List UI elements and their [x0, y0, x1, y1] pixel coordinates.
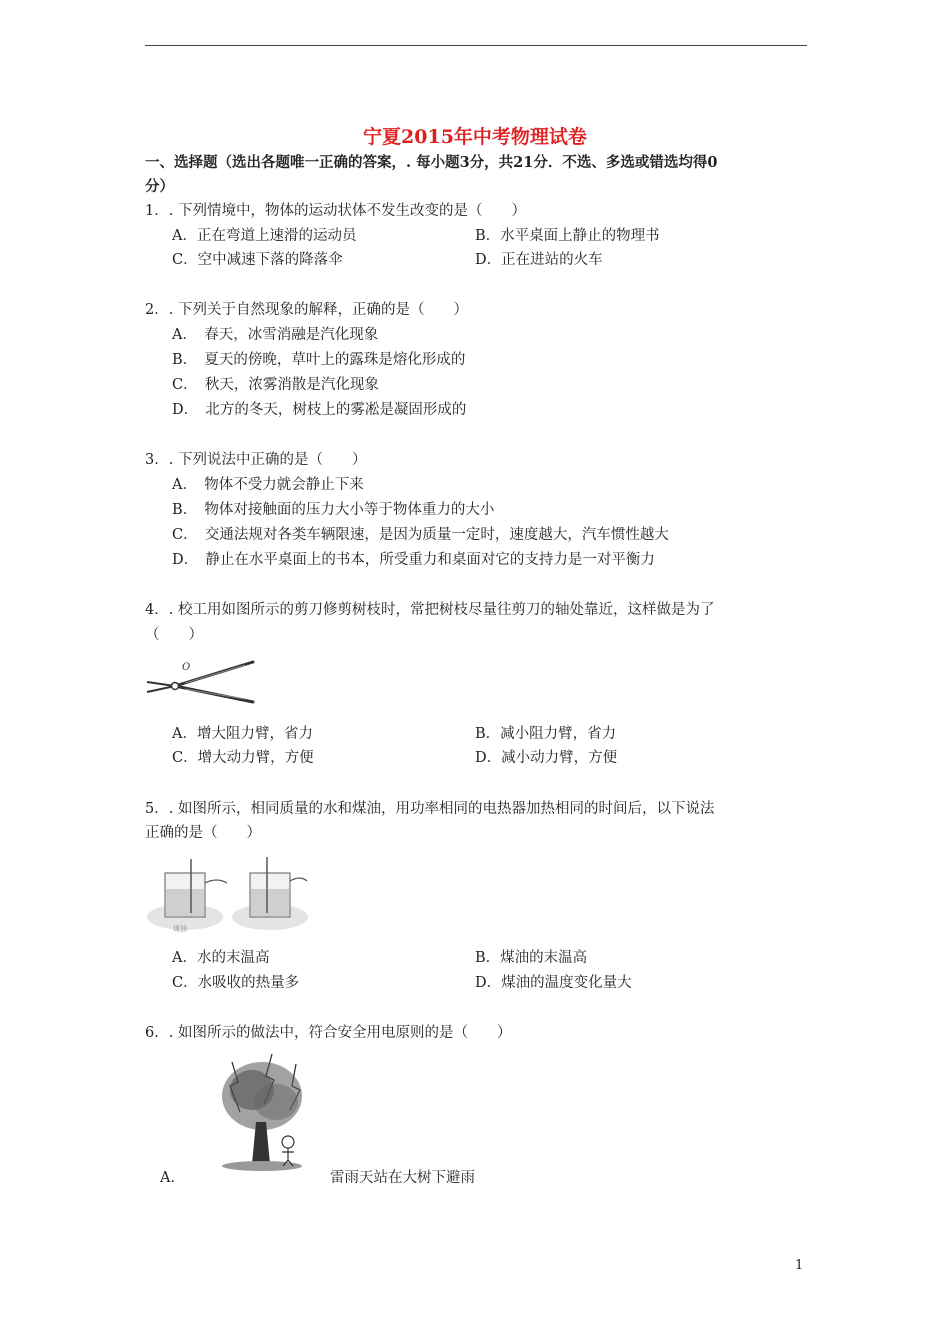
- question-2-option-a: A． 春天，冰雪消融是汽化现象: [172, 327, 379, 343]
- beakers-figure: [145, 855, 310, 935]
- question-3-option-d: D． 静止在水平桌面上的书本，所受重力和桌面对它的支持力是一对平衡力: [172, 552, 655, 568]
- question-6-stem: 6．. 如图所示的做法中，符合安全用电原则的是（ ）: [145, 1025, 512, 1041]
- section-heading-line2: 分）: [145, 178, 174, 195]
- page-number: 1: [795, 1258, 804, 1273]
- tree-lightning-figure: [212, 1052, 314, 1172]
- question-1-option-c: C．空中减速下落的降落伞: [172, 252, 343, 268]
- question-1-option-d: D．正在进站的火车: [475, 252, 603, 268]
- question-1-option-b: B．水平桌面上静止的物理书: [475, 228, 660, 244]
- question-3-stem: 3．. 下列说法中正确的是（ ）: [145, 452, 367, 468]
- question-3-option-c: C． 交通法规对各类车辆限速，是因为质量一定时，速度越大，汽车惯性越大: [172, 527, 669, 543]
- question-4-stem-cont: （ ）: [145, 627, 203, 643]
- question-5-option-d: D．煤油的温度变化量大: [475, 975, 632, 991]
- header-rule: [145, 45, 807, 46]
- scissors-figure: [145, 656, 257, 708]
- question-2-option-b: B． 夏天的傍晚，草叶上的露珠是熔化形成的: [172, 352, 466, 368]
- question-2-option-d: D． 北方的冬天，树枝上的雾凇是凝固形成的: [172, 402, 467, 418]
- question-2-stem: 2．. 下列关于自然现象的解释，正确的是（ ）: [145, 302, 468, 318]
- question-3-option-a: A． 物体不受力就会静止下来: [172, 477, 364, 493]
- section-heading-line1: 一、选择题（选出各题唯一正确的答案，. 每小题3分，共21分．不选、多选或错选均得0: [145, 154, 718, 171]
- question-5-stem: 5．. 如图所示，相同质量的水和煤油，用功率相同的电热器加热相同的时间后，以下说法: [145, 801, 715, 817]
- question-2-option-c: C． 秋天，浓雾消散是汽化现象: [172, 377, 379, 393]
- question-1-option-a: A．正在弯道上速滑的运动员: [172, 228, 357, 244]
- question-5-option-a: A．水的末温高: [172, 950, 270, 966]
- question-5-option-c: C．水吸收的热量多: [172, 975, 300, 991]
- page-title: 宁夏2015年中考物理试卷: [363, 126, 587, 148]
- question-4-option-c: C．增大动力臂，方便: [172, 750, 314, 766]
- question-1-stem: 1．. 下列情境中，物体的运动状体不发生改变的是（ ）: [145, 203, 526, 219]
- scissors-pivot-label: O: [182, 662, 191, 673]
- question-5-option-b: B．煤油的末温高: [475, 950, 588, 966]
- question-3-option-b: B． 物体对接触面的压力大小等于物体重力的大小: [172, 502, 495, 518]
- question-4-stem: 4．. 校工用如图所示的剪刀修剪树枝时，常把树枝尽量往剪刀的轴处靠近，这样做是为了: [145, 602, 715, 618]
- question-6-option-a: A．: [160, 1170, 185, 1186]
- question-4-option-b: B．减小阻力臂，省力: [475, 726, 617, 742]
- question-5-stem-cont: 正确的是（ ）: [145, 825, 261, 841]
- question-6-option-a-text: 雷雨天站在大树下避雨: [330, 1170, 475, 1186]
- beaker-label: 煤油: [173, 925, 187, 933]
- question-4-option-a: A．增大阻力臂，省力: [172, 726, 313, 742]
- question-4-option-d: D．减小动力臂，方便: [475, 750, 618, 766]
